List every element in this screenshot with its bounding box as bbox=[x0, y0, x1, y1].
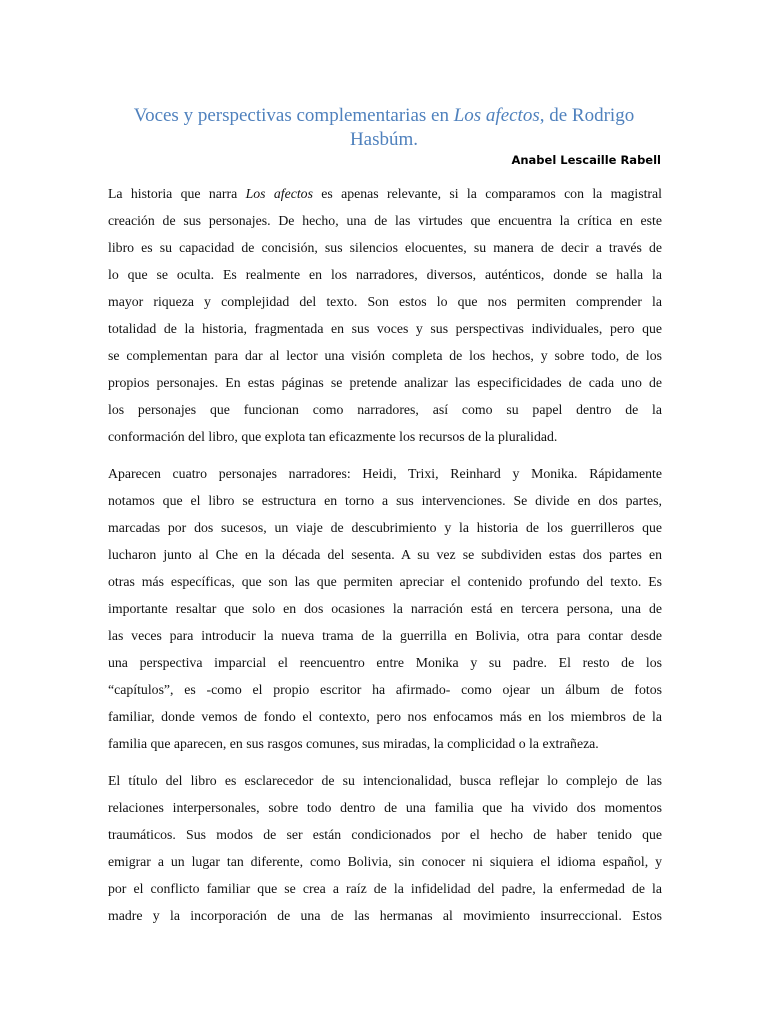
paragraph-line: lucharon junto al Che en la década del sesenta. A su vez se subdividen estas dos partes en bbox=[108, 547, 662, 562]
author-name: Anabel Lescaille Rabell bbox=[511, 153, 661, 167]
line-part: La historia que narra bbox=[108, 186, 246, 201]
paragraph-2 bbox=[108, 460, 662, 757]
paragraph-line: los personajes que funcionan como narradores, así como su papel dentro de la bbox=[108, 402, 662, 417]
paragraph-line: familiar, donde vemos de fondo el contexto, pero nos enfocamos más en los miembros de la bbox=[108, 709, 662, 724]
paragraph-line: madre y la incorporación de una de las hermanas al movimiento insurreccional. Estos bbox=[108, 908, 662, 923]
paragraph-line: por el conflicto familiar que se crea a raíz de la infidelidad del padre, la enfermedad de la bbox=[108, 881, 662, 896]
paragraph-line: otras más específicas, que son las que permiten apreciar el contenido profundo del texto. Es bbox=[108, 574, 662, 589]
paragraph-line: se complementan para dar al lector una visión completa de los hechos, y sobre todo, de los bbox=[108, 348, 662, 363]
paragraph-line: las veces para introducir la nueva trama de la guerrilla en Bolivia, otra para contar desde bbox=[108, 628, 662, 643]
paragraph-line: importante resaltar que solo en dos ocasiones la narración está en tercera persona, una de bbox=[108, 601, 662, 616]
paragraph-line: mayor riqueza y complejidad del texto. Son estos lo que nos permiten comprender la bbox=[108, 294, 662, 309]
paragraph-line: Aparecen cuatro personajes narradores: Heidi, Trixi, Reinhard y Monika. Rápidamente bbox=[108, 466, 662, 481]
title-suffix: , de Rodrigo Hasbúm. bbox=[349, 105, 635, 150]
paragraph-line: familia que aparecen, en sus rasgos comunes, sus miradas, la complicidad o la extrañeza. bbox=[108, 736, 599, 751]
paragraph-line: “capítulos”, es -como el propio escritor ha afirmado- como ojear un álbum de fotos bbox=[108, 682, 662, 697]
paragraph-line: libro es su capacidad de concisión, sus silencios elocuentes, su manera de decir a través de bbox=[108, 240, 662, 255]
paragraph-line bbox=[108, 180, 662, 207]
paragraph-line: marcadas por dos sucesos, un viaje de descubrimiento y la historia de los guerrilleros que bbox=[108, 520, 662, 535]
title-italic-book-name: Los afectos bbox=[453, 105, 540, 126]
paragraph-line: lo que se oculta. Es realmente en los narradores, diversos, auténticos, donde se halla la bbox=[108, 267, 662, 282]
document-title bbox=[108, 104, 660, 152]
paragraph-line: El título del libro es esclarecedor de su intencionalidad, busca reflejar lo complejo de las bbox=[108, 773, 662, 788]
line-part-italic: Los afectos bbox=[245, 186, 313, 201]
paragraph-3 bbox=[108, 767, 662, 929]
paragraph-line: traumáticos. Sus modos de ser están condicionados por el hecho de haber tenido que bbox=[108, 827, 662, 842]
paragraph-1 bbox=[108, 180, 662, 450]
body-text bbox=[108, 180, 662, 939]
paragraph-line: emigrar a un lugar tan diferente, como Bolivia, sin conocer ni siquiera el idioma español, y bbox=[108, 854, 662, 869]
paragraph-line: conformación del libro, que explota tan eficazmente los recursos de la pluralidad. bbox=[108, 429, 558, 444]
paragraph-line: totalidad de la historia, fragmentada en sus voces y sus perspectivas individuales, pero que bbox=[108, 321, 662, 336]
paragraph-line: relaciones interpersonales, sobre todo dentro de una familia que ha vivido dos momentos bbox=[108, 800, 662, 815]
paragraph-line: creación de sus personajes. De hecho, una de las virtudes que encuentra la crítica en este bbox=[108, 213, 662, 228]
paragraph-line: una perspectiva imparcial el reencuentro entre Monika y su padre. El resto de los bbox=[108, 655, 662, 670]
line-part: es apenas relevante, si la comparamos con la magistral bbox=[312, 186, 662, 201]
title-prefix: Voces y perspectivas complementarias en bbox=[133, 105, 454, 126]
paragraph-line: notamos que el libro se estructura en torno a sus intervenciones. Se divide en dos partes, bbox=[108, 493, 662, 508]
paragraph-line: propios personajes. En estas páginas se pretende analizar las especificidades de cada uno de bbox=[108, 375, 662, 390]
